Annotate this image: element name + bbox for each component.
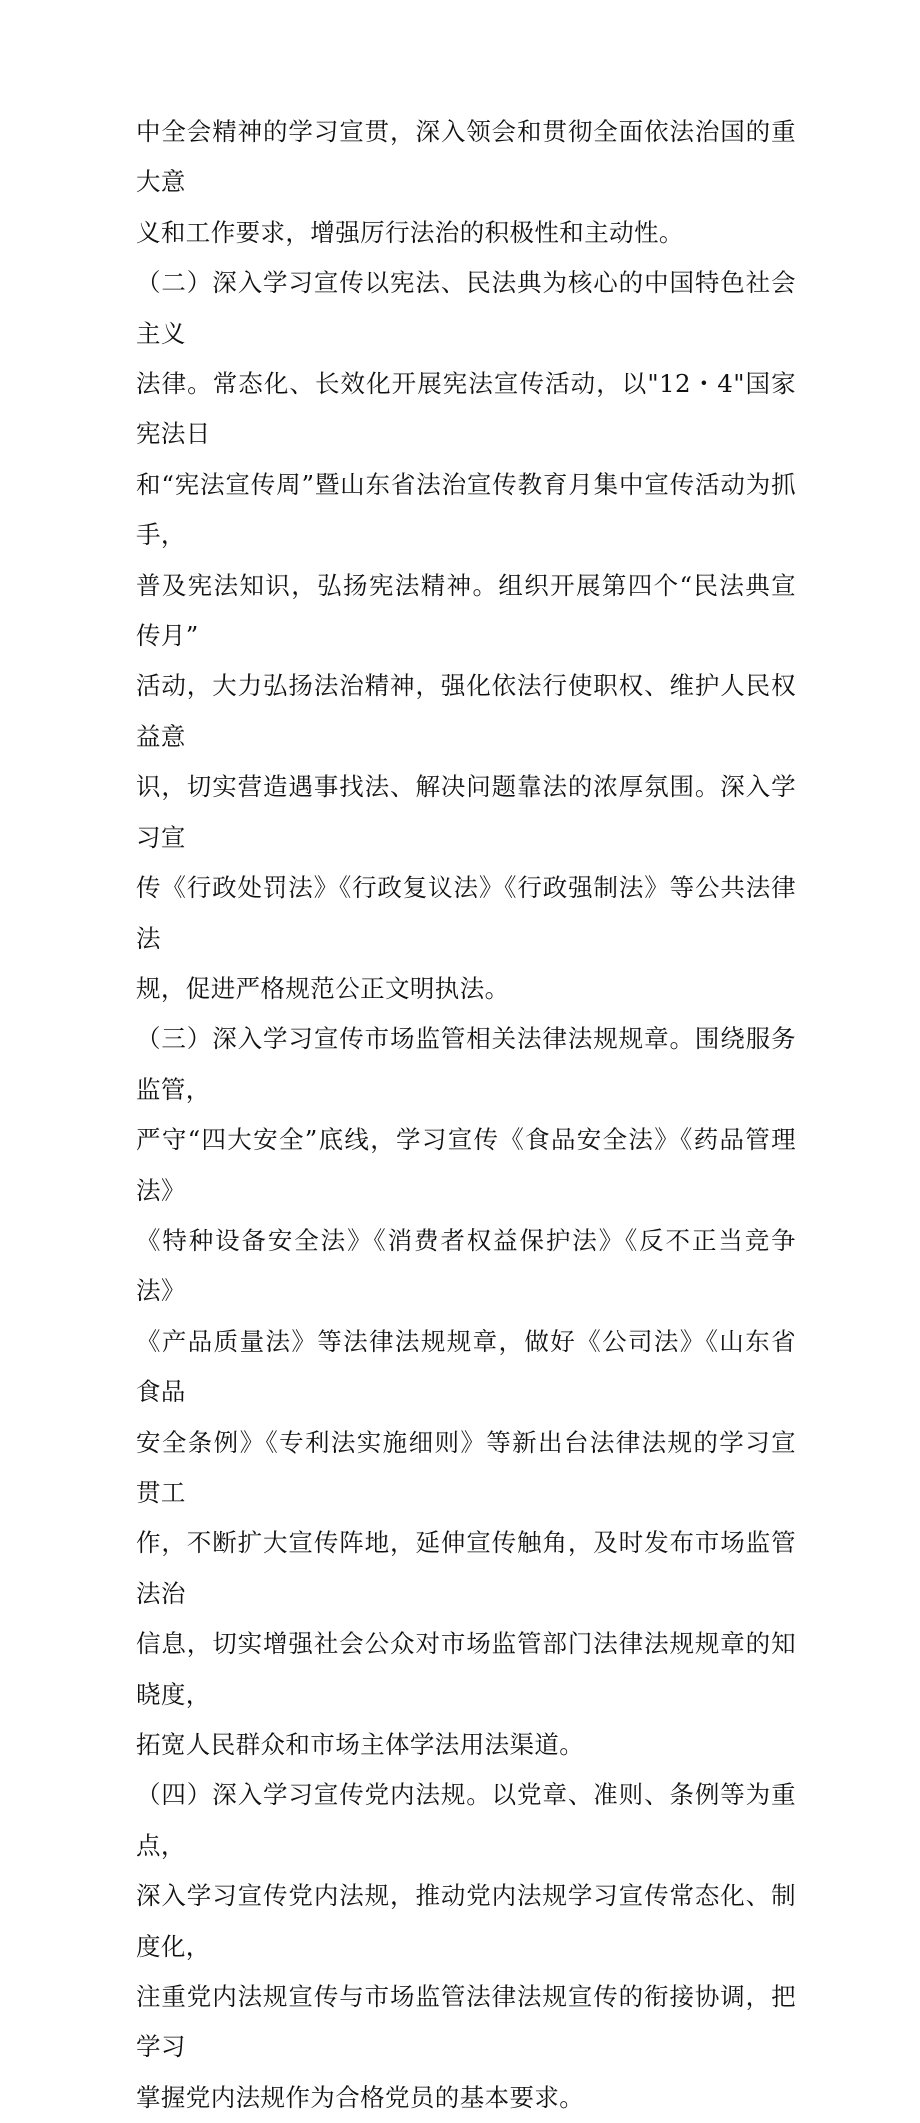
text-line: 识，切实营造遇事找法、解决问题靠法的浓厚氛围。深入学习宣 (136, 772, 796, 852)
text-line: 和“宪法宣传周”暨山东省法治宣传教育月集中宣传活动为抓手， (136, 469, 796, 550)
text-line: 中全会精神的学习宣贯，深入领会和贯彻全面依法治国的重大意 (136, 117, 796, 197)
text-line: 拓宽人民群众和市场主体学法用法渠道。 (136, 1730, 585, 1759)
text-line: 注重党内法规宣传与市场监管法律法规宣传的衔接协调，把学习 (136, 1982, 796, 2062)
text-line: （二）深入学习宣传以宪法、民法典为核心的中国特色社会主义 (136, 268, 796, 348)
text-line: 信息，切实增强社会公众对市场监管部门法律法规规章的知晓度， (136, 1629, 796, 1709)
text-line: 深入学习宣传党内法规，推动党内法规学习宣传常态化、制度化， (136, 1881, 796, 1961)
text-line: 作，不断扩大宣传阵地，延伸宣传触角，及时发布市场监管法治 (136, 1528, 796, 1608)
text-line: （三）深入学习宣传市场监管相关法律法规规章。围绕服务监管， (136, 1024, 796, 1104)
paragraph-section-2 (136, 258, 796, 1014)
text-line: （四）深入学习宣传党内法规。以党章、准则、条例等为重点， (136, 1780, 796, 1860)
paragraph-continuation (136, 107, 796, 258)
text-line: 《特种设备安全法》《消费者权益保护法》《反不正当竞争法》 (136, 1225, 796, 1306)
text-line: 义和工作要求，增强厉行法治的积极性和主动性。 (136, 217, 684, 247)
text-line: 规，促进严格规范公正文明执法。 (136, 973, 510, 1003)
text-line: 传《行政处罚法》《行政复议法》《行政强制法》等公共法律法 (136, 873, 796, 953)
text-line: 法律。常态化、长效化开展宪法宣传活动，以"12・4"国家宪法日 (136, 369, 796, 449)
text-line: 普及宪法知识，弘扬宪法精神。组织开展第四个“民法典宣传月” (136, 570, 796, 651)
text-line: 严守“四大安全”底线，学习宣传《食品安全法》《药品管理法》 (136, 1125, 796, 1205)
paragraph-section-3 (136, 1014, 796, 1770)
text-line: 掌握党内法规作为合格党员的基本要求。 (136, 2082, 585, 2112)
paragraph-section-4 (136, 1770, 796, 2123)
text-line: 安全条例》《专利法实施细则》等新出台法律法规的学习宣贯工 (136, 1427, 796, 1507)
text-line: 《产品质量法》等法律法规规章，做好《公司法》《山东省食品 (136, 1326, 796, 1407)
text-line: 活动，大力弘扬法治精神，强化依法行使职权、维护人民权益意 (136, 671, 796, 751)
document-body (136, 107, 796, 2123)
